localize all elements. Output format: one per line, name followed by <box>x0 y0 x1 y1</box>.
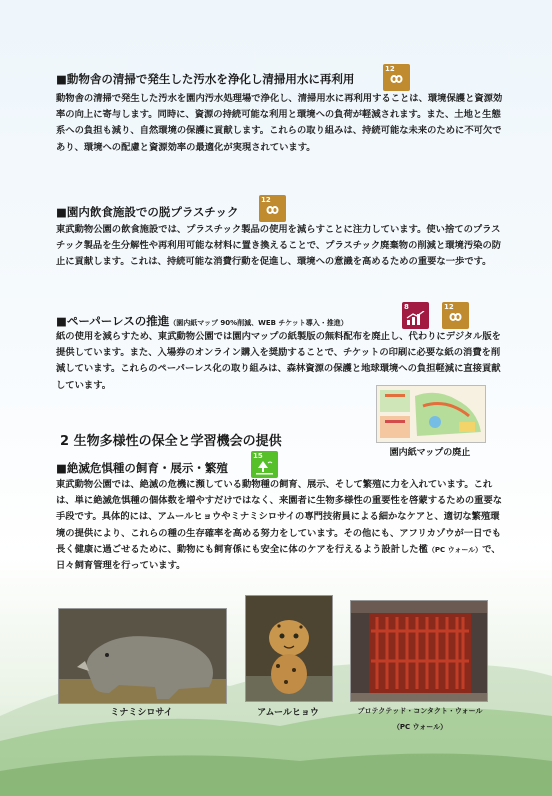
rhino-caption: ミナミシロサイ <box>110 708 173 718</box>
pc-wall-caption: プロテクテッド・コンタクト・ウォール <box>357 707 483 715</box>
infinity-icon <box>446 311 465 323</box>
section-body-endangered <box>56 477 504 574</box>
tree-bird-icon <box>255 460 274 475</box>
sdg12-badge: 12 <box>383 64 410 91</box>
sdg15-badge: 15 <box>251 451 278 478</box>
infinity-icon <box>387 73 406 85</box>
section-body-paperless: 紙の使用を減らすため、東武動物公園では園内マップの紙製版の無料配布を廃止し、代わりにデジタル版を提供しています。また、入場券のオンライン購入を奨励することで、チケットの印刷に必要な紙の消費を削減しています。これらのペーパーレス化の取り組みは、森林資源の保護と地球環境への負担軽減に直接貢献しています。 <box>56 331 501 391</box>
section-title-wastewater: ■動物舎の清掃で発生した汚水を浄化し清掃用水に再利用 <box>56 72 355 86</box>
section-title-paperless <box>56 313 348 329</box>
sdg12-badge-3: 12 <box>442 302 469 329</box>
leopard-caption: アムールヒョウ <box>257 708 319 718</box>
pc-wall-caption-2: （PC ウォール） <box>392 723 448 731</box>
paperless-title-note: （園内紙マップ 90%削減、WEB チケット導入・推進） <box>169 319 348 327</box>
endangered-body-b: で、日々飼育管理を行っています。 <box>56 543 501 572</box>
heading-biodiversity: 2 生物多様性の保全と学習機会の提供 <box>60 434 282 449</box>
section-body-plastic: 東武動物公園の飲食施設では、プラスチック製品の使用を減らすことに注力しています。使い捨てのプラスチック製品を生分解性や再利用可能な材料に置き換えることで、プラスチック廃棄物の削減と環境汚染の防止に貢献します。これは、持続可能な消費行動を促進し、環境への意識を高めるための重要な一歩です。 <box>56 224 502 268</box>
pc-wall-illustration <box>351 601 487 701</box>
sdg12-badge-2: 12 <box>259 195 286 222</box>
section-title-endangered: ■絶滅危惧種の飼育・展示・繁殖 <box>56 461 228 475</box>
paperless-title-text: ■ペーパーレスの推進 <box>56 314 170 328</box>
infinity-icon <box>263 204 282 216</box>
leopard-photo <box>245 595 333 702</box>
park-map-image <box>376 385 486 443</box>
pc-wall-note: （PC ウォール） <box>427 545 483 554</box>
rhino-photo <box>58 608 227 704</box>
sdg8-badge: 8 <box>402 302 429 329</box>
park-map-illustration <box>377 386 485 442</box>
section-title-plastic: ■園内飲食施設での脱プラスチック <box>56 205 239 219</box>
section-body-wastewater: 動物舎の清掃で発生した汚水を園内汚水処理場で浄化し、清掃用水に再利用することは、環境保護と資源効率の向上に寄与します。同時に、資源の持続可能な利用と環境への負荷が軽減されます。また、土地と生態系への負担も減り、自然環境の保護に貢献します。これらの取り組みは、持続可能な未来のために不可欠であり、環境への配慮と資源効率の最適化が実現されています。 <box>56 93 503 153</box>
growth-chart-icon <box>406 311 425 325</box>
endangered-body-a: 東武動物公園では、絶滅の危機に瀕している動物種の飼育、展示、そして繁殖に力を入れています。これは、単に絶滅危惧種の個体数を増やすだけではなく、来園者に生物多様性の重要性を啓蒙するための重要な手段です。具体的には、アムールヒョウやミナミシロサイの専門技術員による細かなケアと、適切な繁殖環境の提供により、これらの種の生存確率を高める努力をしています。その他にも、アフリカゾウが一日でも長く健康に過ごせるために、動物にも飼育係にも安全に体のケアを行えるよう設計した檻 <box>56 479 503 555</box>
map-caption: 園内紙マップの廃止 <box>389 448 471 458</box>
rhino-illustration <box>59 609 226 703</box>
pc-wall-photo <box>350 600 488 702</box>
leopard-illustration <box>246 596 332 701</box>
